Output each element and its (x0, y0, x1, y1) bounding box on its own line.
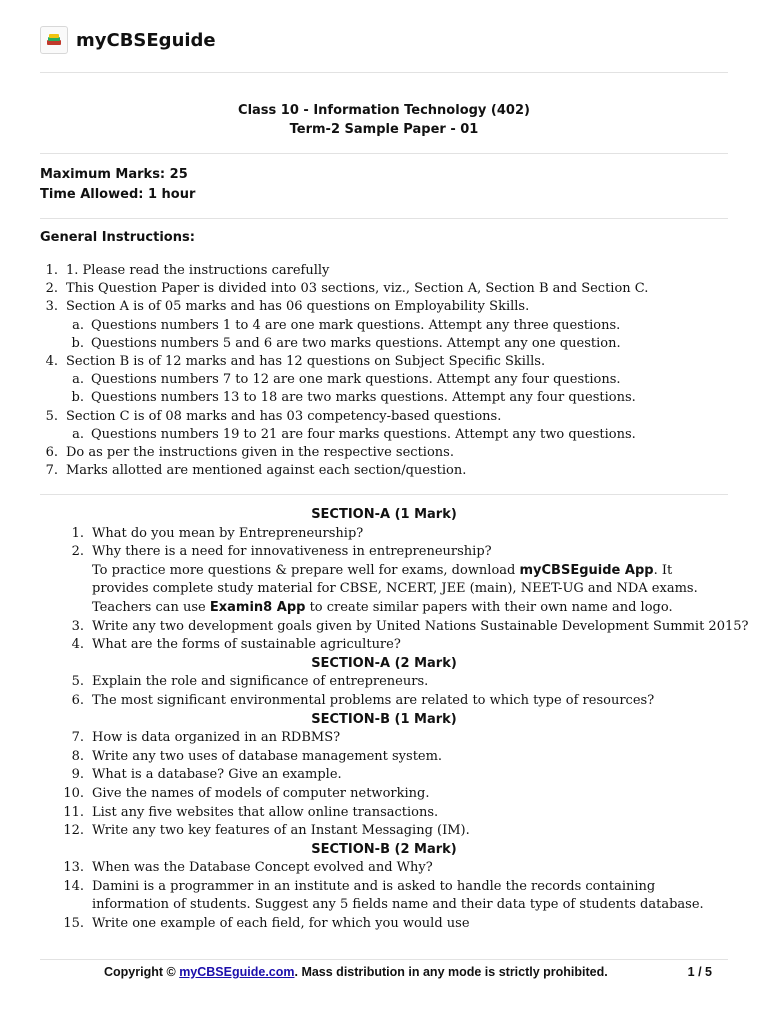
question-item: 10. Give the names of models of computer networking. (63, 785, 430, 801)
instruction-subitem: b. Questions numbers 5 and 6 are two marks questions. Attempt any one question. (71, 335, 621, 351)
title-line-2: Term-2 Sample Paper - 01 (289, 122, 479, 137)
question-item: 9. What is a database? Give an example. (71, 767, 342, 783)
question-item: 2. Why there is a need for innovativeness in entrepreneurship? (71, 544, 492, 560)
instruction-item: 7. Marks allotted are mentioned against each section/question. (45, 463, 467, 479)
instruction-item: 2. This Question Paper is divided into 03 sections, viz., Section A, Section B and Section C. (45, 281, 649, 297)
divider (40, 153, 728, 154)
instructions-heading: General Instructions: (40, 230, 195, 245)
paper-title (40, 101, 728, 139)
mycbseguide-link[interactable]: myCBSEguide.com (179, 965, 295, 979)
section-heading: SECTION-B (1 Mark) (311, 711, 457, 727)
question-item: 6. The most significant environmental problems are related to which type of resources? (71, 692, 655, 708)
question-item: 8. Write any two uses of database management system. (71, 748, 443, 764)
divider (40, 959, 728, 960)
copyright-text: Copyright © myCBSEguide.com. Mass distribution in any mode is strictly prohibited. (104, 965, 608, 979)
instruction-item: 6. Do as per the instructions given in the respective sections. (45, 445, 454, 461)
section-heading: SECTION-A (1 Mark) (311, 507, 457, 522)
page-number: 1 / 5 (687, 965, 712, 979)
logo-icon (40, 26, 68, 54)
time-allowed: Time Allowed: 1 hour (40, 187, 196, 202)
divider (40, 494, 728, 495)
mycbseguide-app-name: myCBSEguide App (519, 562, 654, 578)
instruction-subitem: b. Questions numbers 13 to 18 are two marks questions. Attempt any four questions. (71, 390, 636, 406)
question-item: 14. Damini is a programmer in an institute and is asked to handle the records containing information of students. Suggest any 5 fields name and their data type of students database. (63, 878, 704, 913)
examin8-app-name: Examin8 App (209, 599, 306, 615)
title-line-1: Class 10 - Information Technology (402) (238, 103, 530, 118)
brand-name: myCBSEguide (76, 29, 216, 51)
instruction-subitem: a. Questions numbers 1 to 4 are one mark questions. Attempt any three questions. (72, 317, 621, 333)
question-item: 3. Write any two development goals given by United Nations Sustainable Development Summit 2015? (71, 618, 749, 634)
questions-block (40, 506, 749, 934)
instruction-item: 4. Section B is of 12 marks and has 12 questions on Subject Specific Skills. (45, 354, 546, 370)
promo-text: To practice more questions & prepare well for exams, download myCBSEguide App. It provides complete study material for CBSE, NCERT, JEE (main), NEET-UG and NDA exams. Teachers can use Examin8 App to create similar papers with their own name and logo. (92, 562, 698, 615)
instruction-item: 1. 1. Please read the instructions carefully (45, 263, 330, 278)
instruction-subitem: a. Questions numbers 19 to 21 are four marks questions. Attempt any two questions. (72, 426, 636, 442)
question-item: 4. What are the forms of sustainable agriculture? (71, 637, 401, 653)
question-item: 13. When was the Database Concept evolved and Why? (63, 860, 433, 876)
divider (40, 218, 728, 219)
question-item: 15. Write one example of each field, for which you would use (63, 916, 470, 932)
instruction-item: 3. Section A is of 05 marks and has 06 questions on Employability Skills. (45, 299, 530, 315)
divider (40, 72, 728, 73)
instruction-subitem: a. Questions numbers 7 to 12 are one mark questions. Attempt any four questions. (72, 372, 621, 388)
question-item: 7. How is data organized in an RDBMS? (71, 730, 341, 746)
instructions-list (40, 262, 728, 480)
section-heading: SECTION-B (2 Mark) (311, 841, 457, 857)
maximum-marks: Maximum Marks: 25 (40, 167, 188, 182)
page-header (40, 26, 216, 54)
instruction-item: 5. Section C is of 08 marks and has 03 competency-based questions. (45, 408, 502, 424)
question-item: 5. Explain the role and significance of entrepreneurs. (71, 674, 429, 690)
section-heading: SECTION-A (2 Mark) (311, 655, 457, 671)
marks-block (40, 165, 195, 205)
question-item: 12. Write any two key features of an Instant Messaging (IM). (63, 823, 470, 839)
question-item: 11. List any five websites that allow online transactions. (63, 804, 439, 820)
question-item: 1. What do you mean by Entrepreneurship? (71, 525, 364, 541)
